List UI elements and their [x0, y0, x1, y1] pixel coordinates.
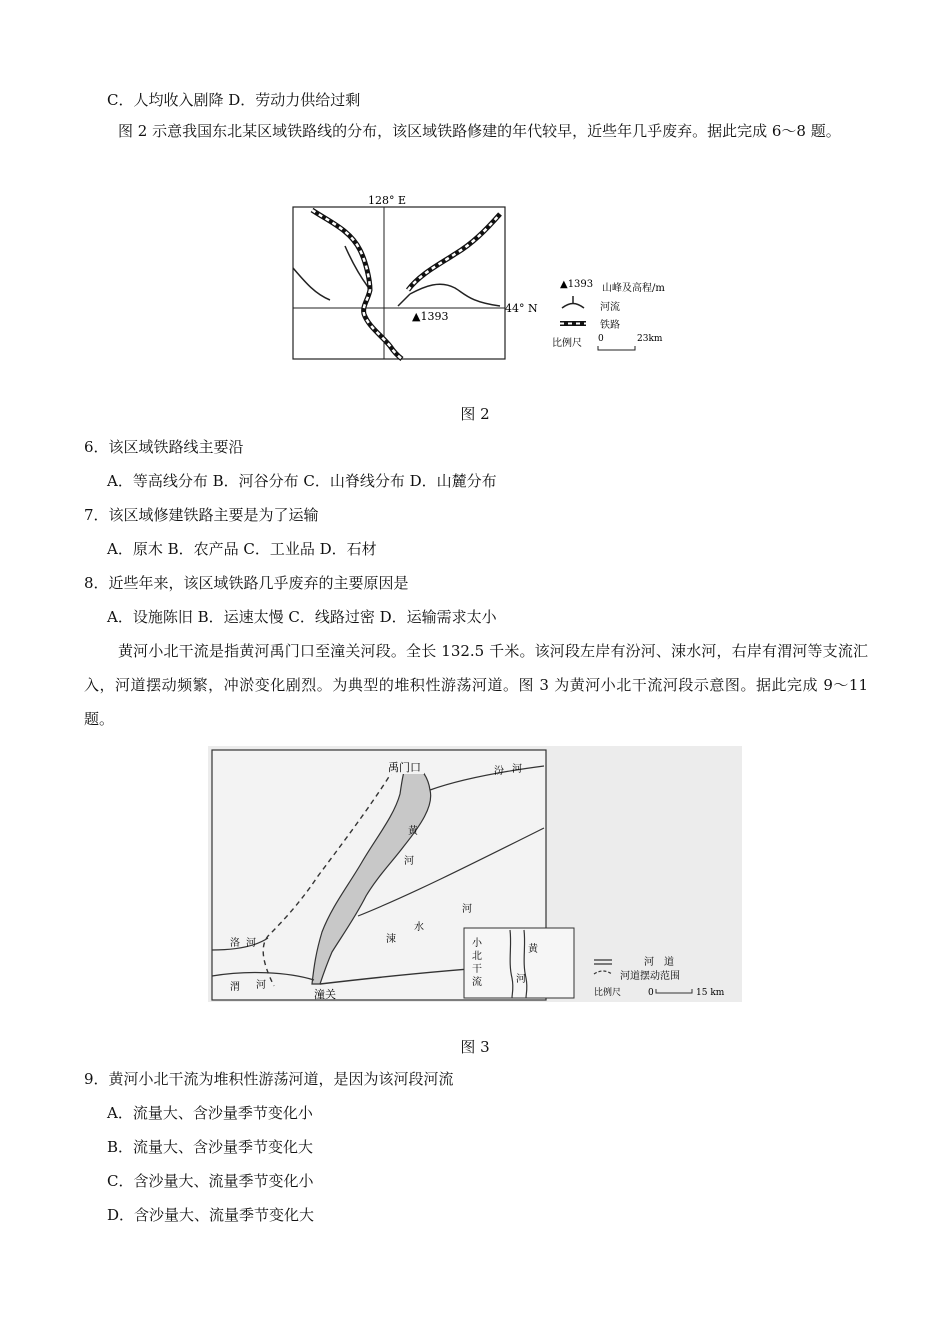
- inset-label-bei: 北: [472, 951, 482, 962]
- q5-options-cd: C．人均收入剧降 D．劳动力供给过剩: [107, 91, 361, 109]
- latitude-label: 44° N: [505, 302, 538, 315]
- label-luo: 洛: [230, 938, 240, 949]
- legend-railway: 铁路: [600, 320, 620, 331]
- label-fen: 汾: [494, 766, 504, 777]
- q9-option-b: B．流量大、含沙量季节变化大: [107, 1138, 314, 1156]
- label-su-he: 河: [462, 904, 472, 915]
- legend-peak: 山峰及高程/m: [602, 283, 665, 294]
- q9-option-a: A．流量大、含沙量季节变化小: [107, 1104, 313, 1122]
- longitude-label: 128° E: [368, 194, 407, 207]
- legend-scale-dist: 23km: [637, 334, 663, 344]
- q6-stem: 6．该区域铁路线主要沿: [84, 438, 244, 456]
- legend-peak-symbol: ▲1393: [560, 279, 594, 290]
- figure-3-map: [208, 746, 742, 1002]
- q7-options: A．原木 B．农产品 C．工业品 D．石材: [107, 540, 377, 558]
- legend-scale-bar: [656, 989, 692, 993]
- label-huang: 黄: [408, 826, 418, 837]
- label-wei: 渭: [230, 982, 240, 993]
- legend-river: 河流: [600, 302, 620, 313]
- label-wei-he: 河: [256, 980, 266, 991]
- legend-scale-zero: 0: [648, 988, 654, 998]
- intro-paragraph-1: 图 2 示意我国东北某区域铁路线的分布，该区域铁路修建的年代较早，近些年几乎废弃。据此完成 6～8 题。: [118, 122, 841, 140]
- q9-stem: 9．黄河小北干流为堆积性游荡河道，是因为该河段河流: [84, 1070, 454, 1088]
- legend-scale-dist: 15 km: [696, 988, 725, 998]
- river-source: [398, 294, 410, 306]
- q7-stem: 7．该区域修建铁路主要是为了运输: [84, 506, 319, 524]
- legend-swing: 河道摆动范围: [620, 971, 680, 982]
- q6-options: A．等高线分布 B．河谷分布 C．山脊线分布 D．山麓分布: [107, 472, 497, 490]
- q8-stem: 8．近些年来，该区域铁路几乎废弃的主要原因是: [84, 574, 409, 592]
- inset-label-he: 河: [516, 974, 526, 985]
- river-east: [410, 284, 500, 306]
- legend-scale-bar: [598, 346, 635, 350]
- inset-label-gan: 干: [472, 964, 482, 975]
- label-yumenkou: 禹门口: [388, 761, 421, 774]
- peak-label: ▲1393: [412, 310, 449, 323]
- inset-label-liu: 流: [472, 977, 482, 988]
- figure-3-caption: 图 3: [460, 1038, 490, 1056]
- legend-river-icon: [562, 304, 584, 309]
- inset-label-xiao: 小: [472, 938, 482, 949]
- label-fen-he: 河: [512, 764, 522, 775]
- legend-swing-icon: [594, 971, 612, 974]
- intro-paragraph-2: 黄河小北干流是指黄河禹门口至潼关河段。全长 132.5 千米。该河段左岸有汾河、涑水河，右岸有渭河等支流汇入，河道摆动频繁，冲淤变化剧烈。为典型的堆积性游荡河道。图 3 为黄河小北干流河段示意图。据此完成 9～11 题。: [84, 642, 868, 728]
- inset-label-huang: 黄: [528, 944, 538, 955]
- label-huang-he: 河: [404, 856, 414, 867]
- map-frame: [293, 207, 505, 359]
- q8-options: A．设施陈旧 B．运速太慢 C．线路过密 D．运输需求太小: [107, 608, 497, 626]
- legend-scale-label: 比例尺: [594, 988, 622, 998]
- label-shui: 水: [414, 922, 424, 933]
- label-su: 涑: [386, 934, 396, 945]
- legend-channel: 河 道: [644, 957, 674, 968]
- figure-2-map: [290, 190, 690, 365]
- q9-option-c: C．含沙量大、流量季节变化小: [107, 1172, 314, 1190]
- river-west: [293, 268, 330, 300]
- legend-scale-label: 比例尺: [552, 338, 582, 349]
- label-tongguan: 潼关: [314, 988, 336, 1001]
- figure-2-caption: 图 2: [460, 405, 490, 423]
- railway-line: [312, 210, 500, 359]
- legend-scale-zero: 0: [598, 334, 604, 344]
- label-luo-he: 河: [246, 938, 256, 949]
- q9-option-d: D．含沙量大、流量季节变化大: [107, 1206, 315, 1224]
